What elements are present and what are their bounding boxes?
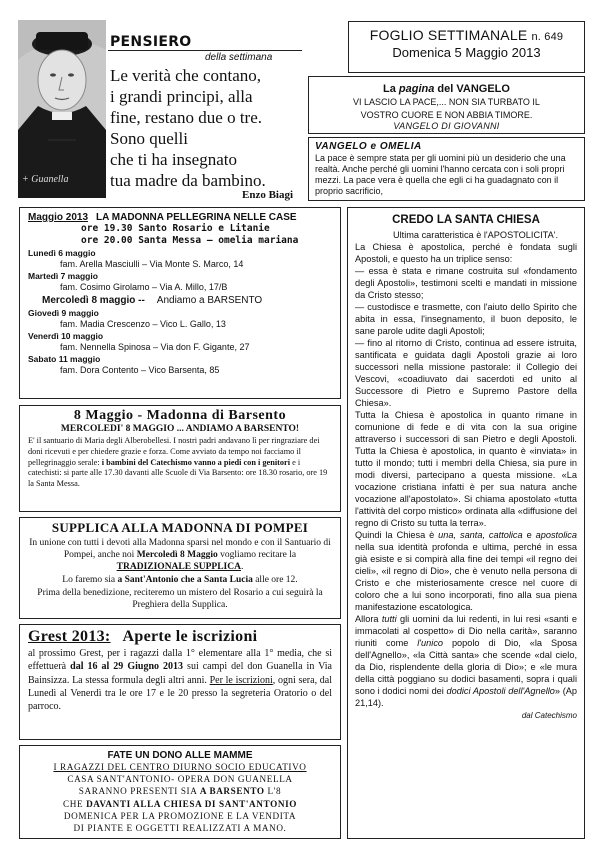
calendar-heading: Maggio 2013 LA MADONNA PELLEGRINA NELLE CASE — [28, 212, 297, 223]
dono-line: I RAGAZZI DEL CENTRO DIURNO SOCIO EDUCATIVO — [53, 762, 307, 772]
grest-box — [19, 624, 341, 740]
credo-chiesa-article — [347, 207, 585, 839]
calendar-day: Sabato 11 maggio — [28, 354, 101, 364]
omelia-text: La pace è sempre stata per gli uomini più un desiderio che una realtà. Anche perché gli uomini l'hanno cercata con i soli propri mezzi. La pace vera è quella che egli ci ha guadagnato con il proprio sacrificio, — [315, 153, 566, 196]
pensiero-title: PENSIERO — [110, 34, 192, 50]
grest-text: al prossimo Grest, per i ragazzi dalla 1° elementare alla 1° media, che si effettuerà dal 16 al 29 Giugno 2013 sui campi del don Guanella in Via Bainsizza. La stessa formula degli altri anni. Per le iscrizioni, ogni sera, dal Lunedì al Venerdì tra le ore 17 e le 20 presso la segreteria Oratorio o del parroco. — [28, 648, 332, 713]
omelia-box — [308, 137, 585, 201]
barsento-box — [19, 405, 341, 512]
calendar-entry: fam. Nennella Spinosa – Via don F. Gigante, 27 — [60, 342, 250, 352]
article-title: CREDO LA SANTA CHIESA — [392, 214, 540, 226]
article-paragraph: — fino al ritorno di Cristo, continua ad essere istruita, santificata e guidata dagli Apostoli grazie ai loro successori nella missione pastorale: il Collegio dei Vescovi, «coadiuvato dai sacerdoti ed unito al Successore di Pietro e Supremo Pastore della Chiesa». — [355, 338, 577, 408]
vangelo-source: VANGELO DI GIOVANNI — [393, 121, 500, 131]
vangelo-line: VOSTRO CUORE E NON ABBIA TIMORE. — [360, 110, 533, 120]
dono-line: SARANNO PRESENTI SIA A BARSENTO L'8 — [78, 786, 282, 797]
article-source: dal Catechismo — [521, 711, 577, 720]
dono-title: FATE UN DONO ALLE MAMME — [107, 750, 253, 761]
dono-line: CHE DAVANTI ALLA CHIESA DI SANT'ANTONIO — [62, 798, 297, 809]
calendar-entry: fam. Cosimo Girolamo – Via A. Millo, 17/B — [60, 282, 228, 292]
issue-number: n. 649 — [531, 31, 564, 43]
quote-line: fine, restano due o tre. — [110, 108, 262, 127]
quote-line: tua madre da bambino. — [110, 171, 266, 190]
vangelo-line: VI LASCIO LA PACE,... NON SIA TURBATO IL — [353, 97, 540, 107]
pensiero-divider — [108, 50, 302, 51]
article-paragraph: Ultima caratteristica è l'APOSTOLICITA'. — [393, 230, 559, 240]
quote-line: Sono quelli — [110, 129, 188, 148]
quote-line: i grandi principi, alla — [110, 87, 253, 106]
supplica-text: In unione con tutti i devoti alla Madonna sparsi nel mondo e con il Santuario di Pompei, anche noi Mercoledì 8 Maggio vogliamo recitare la TRADIZIONALE SUPPLICA. — [29, 538, 331, 572]
supplica-text: Lo faremo sia a Sant'Antonio che a Santa Lucia alle ore 12. — [62, 575, 298, 585]
supplica-text: Prima della benedizione, reciteremo un mistero del Rosario a cui seguirà la Preghiera della Supplica. — [37, 588, 323, 610]
article-paragraph: Quindi la Chiesa è una, santa, cattolica e apostolica nella sua identità profonda e ultima, perché in essa già esiste e si compirà alla fine dei tempi «il regno dei cieli», «il regno di Dio», che è venuto nella persona di Cristo e che misteriosamente cresce nel cuore di coloro che a lui sono incorporati, fino alla sua piena manifestazione escatologica. — [355, 530, 577, 612]
pensiero-quote — [110, 65, 310, 191]
dono-line: CASA SANT'ANTONIO- OPERA DON GUANELLA — [67, 774, 293, 785]
vangelo-title: La pagina del VANGELO — [383, 83, 510, 95]
calendar-day: Giovedì 9 maggio — [28, 308, 99, 318]
quote-line: che ti ha insegnato — [110, 150, 237, 169]
calendar-mass-time: ore 20.00 Santa Messa – omelia mariana — [81, 235, 299, 246]
article-paragraph: — custodisce e trasmette, con l'aiuto dello Spirito che abita in essa, l'insegnamento, il buon deposito, le sane parole udite dagli Apostoli; — [355, 302, 577, 336]
calendar-rosary-time: ore 19.30 Santo Rosario e Litanie — [81, 223, 270, 234]
barsento-subtitle: MERCOLEDI' 8 MAGGIO ... ANDIAMO A BARSENTO! — [60, 424, 300, 434]
masthead-title: FOGLIO SETTIMANALE — [369, 27, 528, 43]
dono-line: DI PIANTE E OGGETTI REALIZZATI A MANO. — [73, 823, 287, 834]
masthead-box — [348, 21, 585, 73]
calendar-special-day: Mercoledì 8 maggio -- Andiamo a BARSENTO — [42, 295, 263, 306]
barsento-title: 8 Maggio - Madonna di Barsento — [73, 408, 287, 423]
dono-box — [19, 745, 341, 839]
article-paragraph: — essa è stata e rimane costruita sul «fondamento degli Apostoli», testimoni scelti e mandati in missione da Cristo stesso; — [355, 266, 577, 300]
portrait-photo — [18, 20, 106, 198]
barsento-text: E' il santuario di Maria degli Alberobellesi. I nostri padri andavano lì per ringraziare dei doni ricevuti e per chiedere grazie e forza. Come avviato da tempo noi facciamo il pellegrinaggio serale: i bambini del Catechismo vanno a piedi con i genitori e i catechisti: si parte alle 17.30 davanti alle Scuole di Via Barsento: ore 18.30 rosario, ore 19 la Santa Messa. — [28, 436, 328, 489]
vangelo-box — [308, 76, 585, 134]
dono-line: DOMENICA PER LA PROMOZIONE E LA VENDITA — [63, 810, 297, 821]
calendar-day: Martedì 7 maggio — [28, 271, 98, 281]
portrait-signature: + Guanella — [22, 174, 69, 185]
grest-title: Grest 2013: Aperte le iscrizioni — [28, 628, 258, 645]
calendar-entry: fam. Arella Masciulli – Via Monte S. Marco, 14 — [60, 259, 244, 269]
issue-date: Domenica 5 Maggio 2013 — [392, 45, 541, 60]
article-paragraph: La Chiesa è apostolica, perché è fondata sugli Apostoli, e questo ha un triplice senso: — [355, 242, 577, 264]
calendar-day: Lunedì 6 maggio — [28, 248, 96, 258]
pensiero-subtitle: della settimana — [205, 52, 273, 63]
calendar-entry: fam. Dora Contento – Vico Barsenta, 85 — [60, 365, 220, 375]
omelia-title: VANGELO e OMELIA — [315, 141, 422, 152]
pellegrina-calendar — [19, 207, 341, 399]
pensiero-author: Enzo Biagi — [242, 189, 294, 201]
calendar-day: Venerdì 10 maggio — [28, 331, 104, 341]
calendar-entry: fam. Madia Crescenzo – Vico L. Gallo, 13 — [60, 319, 226, 329]
article-paragraph: Allora tutti gli uomini da lui redenti, in lui resi «santi e immacolati al cospetto» di Dio nella carità», saranno riuniti come l'unico popolo di Dio, «la Sposa dell'Agnello», «la Città santa» che scende «dal cielo, da Dio, risplendente della gloria di Dio»; e «le mura della città poggiano su dodici basamenti, sopra i quali sono i dodici nomi dei dodici Apostoli dell'Agnello» (Ap 21,14). — [355, 614, 578, 708]
supplica-box — [19, 517, 341, 619]
article-paragraph: Tutta la Chiesa è apostolica in quanto rimane in comunione di fede e di vita con la sua origine attraverso i successori di san Pietro e degli Apostoli. Tutta la Chiesa è apostolica, in quanto è «inviata» in tutto il mondo; tutti i membri della Chiesa, sia pure in modi diversi, partecipano a questa missione. «La vocazione cristiana infatti è per sua natura anche vocazione all'apostolato». Si chiama apostolato «tutta l'attività del corpo mistico» ordinata alla «diffusione del regno di Cristo su tutta la terra». — [355, 410, 577, 528]
portrait-illustration — [18, 20, 106, 198]
supplica-title: SUPPLICA ALLA MADONNA DI POMPEI — [51, 520, 309, 535]
quote-line: Le verità che contano, — [110, 66, 262, 85]
